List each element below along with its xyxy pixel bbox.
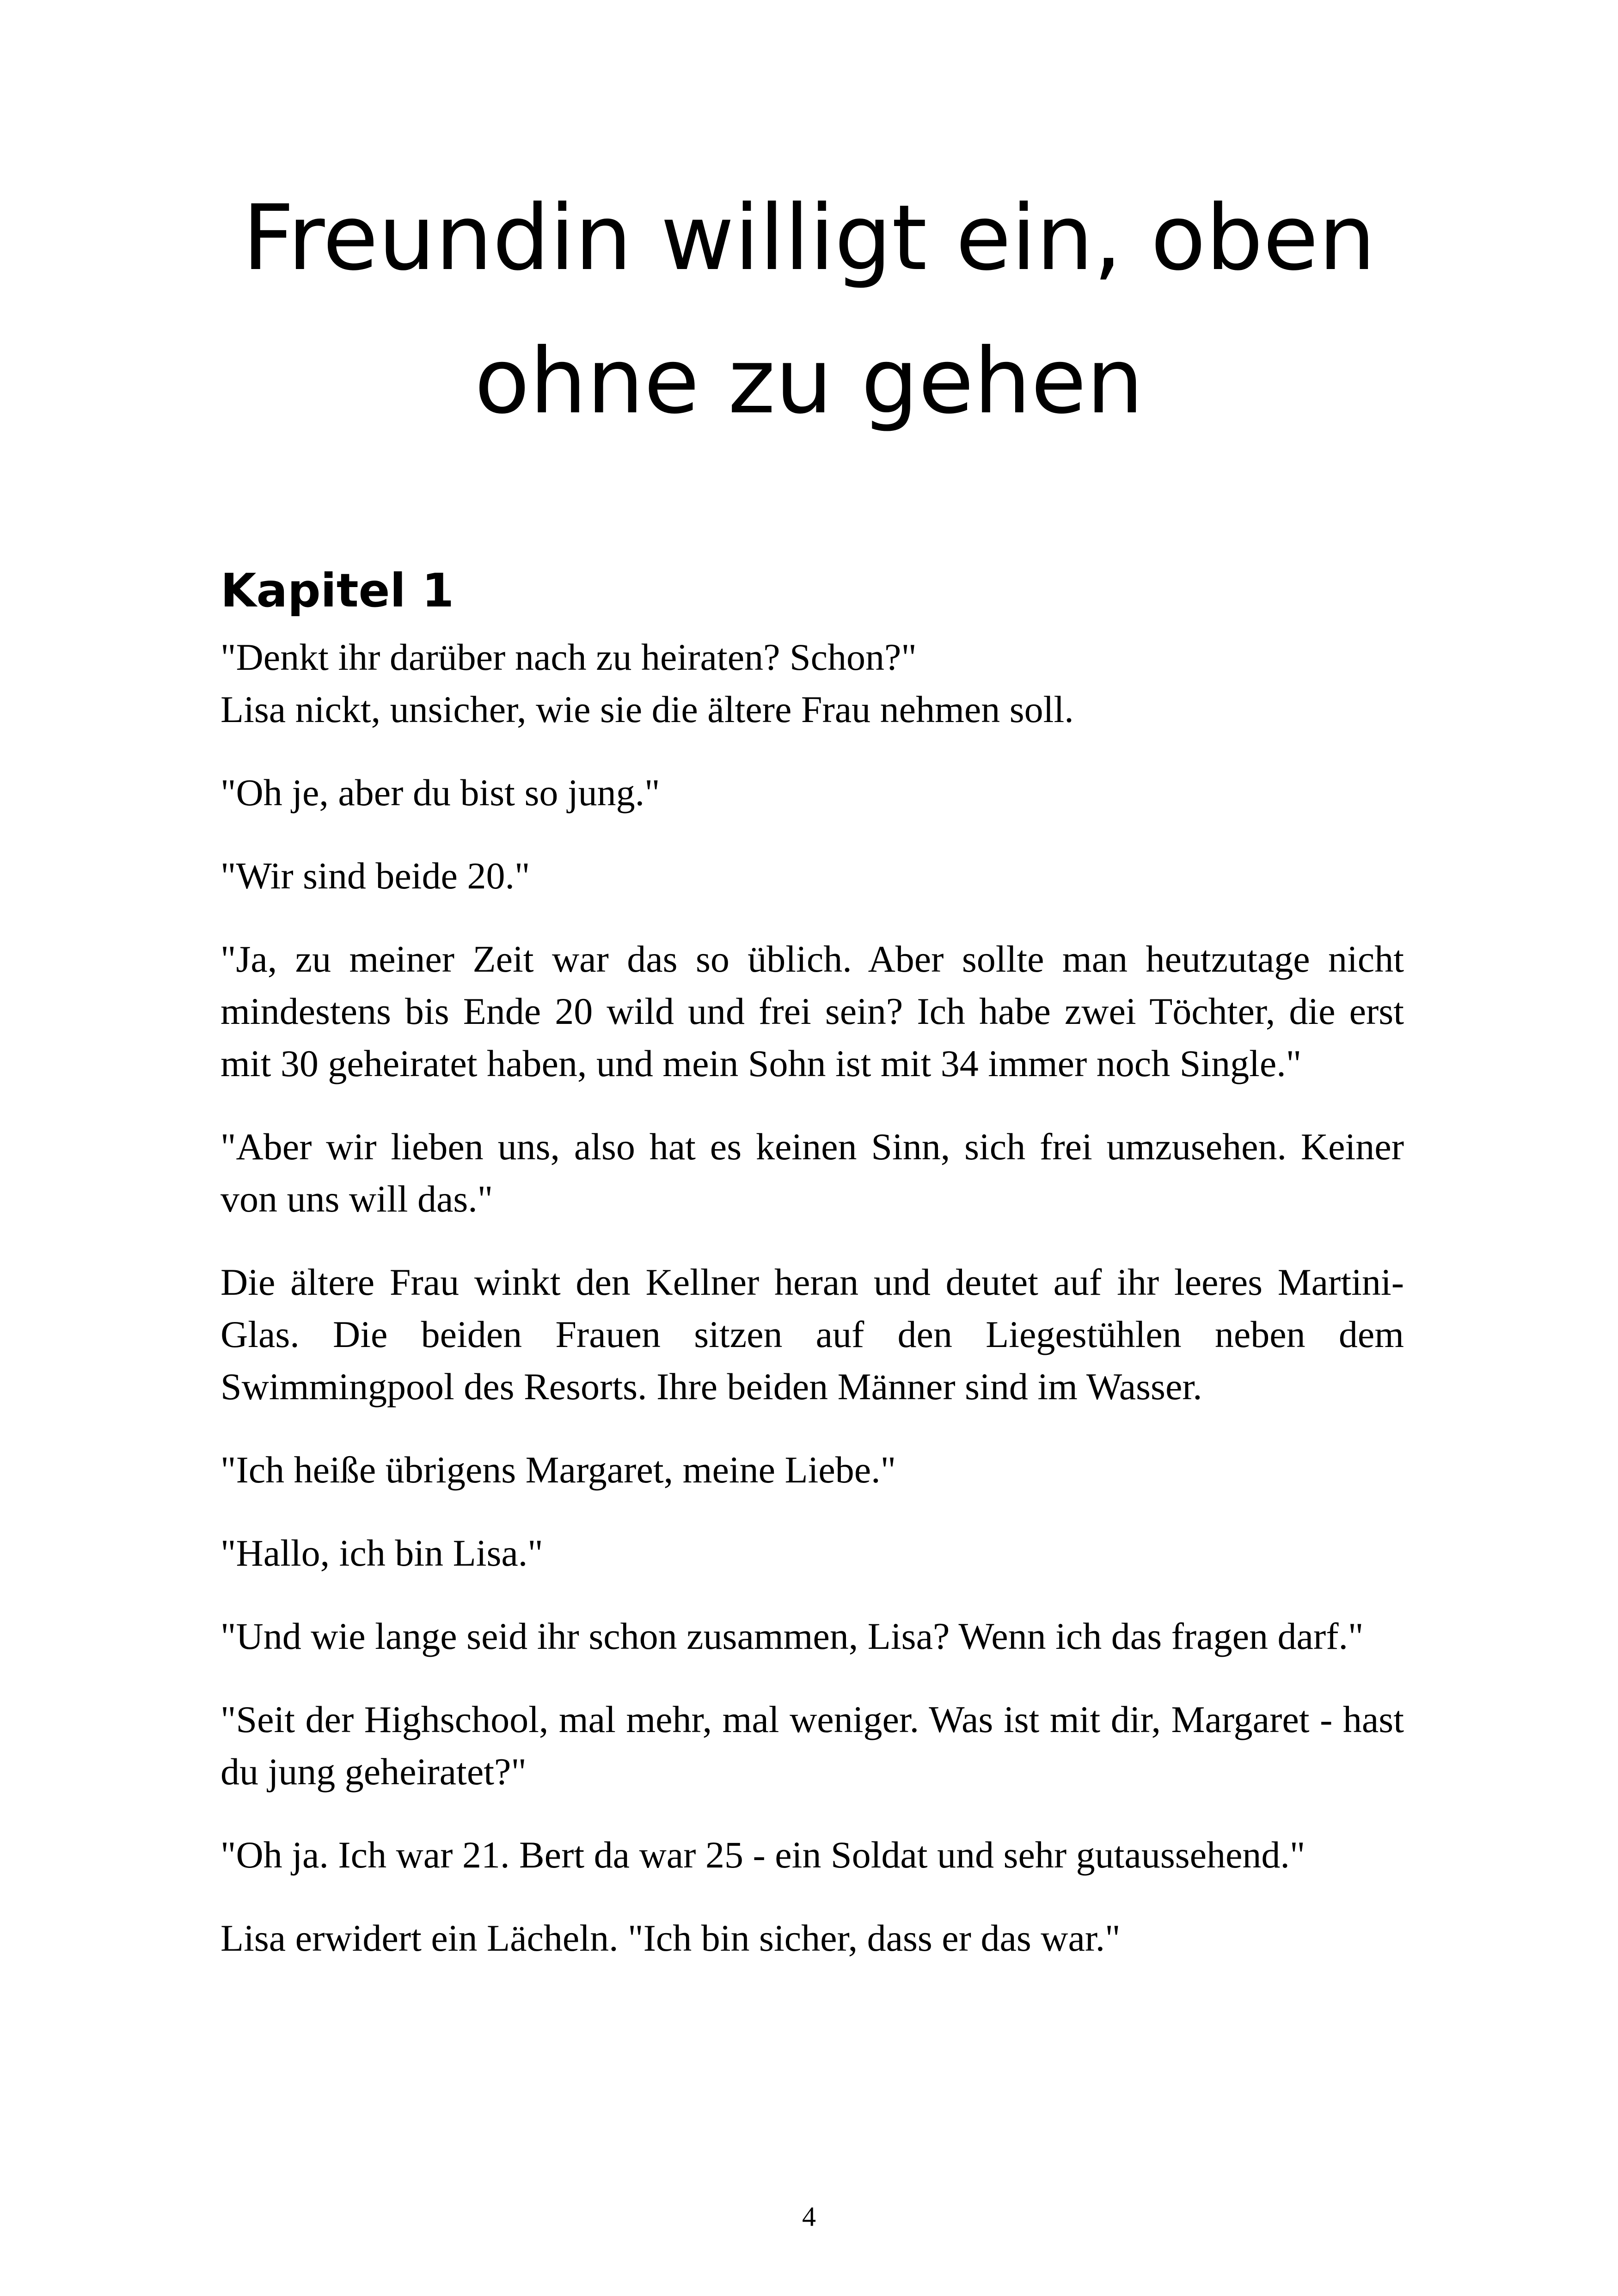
paragraph-11: Lisa erwidert ein Lächeln. "Ich bin sicher, dass er das war." — [221, 1917, 1121, 1959]
paragraph-4: "Aber wir lieben uns, also hat es keinen Sinn, sich frei umzusehen. Keiner von uns will das." — [221, 1126, 1404, 1220]
paragraph-7: "Hallo, ich bin Lisa." — [221, 1532, 543, 1574]
opening-line-1: "Denkt ihr darüber nach zu heiraten? Schon?" — [221, 636, 917, 678]
paragraph-3: "Ja, zu meiner Zeit war das so üblich. Aber sollte man heutzutage nicht mindestens bis Ende 20 wild und frei sein? Ich habe zwei Töchter, die erst mit 30 geheiratet haben, und mein Sohn ist mit 34 immer noch Single." — [221, 938, 1404, 1084]
book-title-line-2: ohne zu gehen — [474, 329, 1144, 434]
page-number: 4 — [802, 2201, 816, 2232]
paragraph-8: "Und wie lange seid ihr schon zusammen, Lisa? Wenn ich das fragen darf." — [221, 1615, 1364, 1657]
chapter-body — [221, 631, 1404, 1995]
paragraph-9: "Seit der Highschool, mal mehr, mal weniger. Was ist mit dir, Margaret - hast du jung geheiratet?" — [221, 1698, 1404, 1793]
paragraph-1: "Oh je, aber du bist so jung." — [221, 771, 660, 814]
opening-block — [221, 631, 1404, 735]
paragraph-5: Die ältere Frau winkt den Kellner heran und deutet auf ihr leeres Martini-Glas. Die beiden Frauen sitzen auf den Liegestühlen neben dem Swimmingpool des Resorts. Ihre beiden Männer sind im Wasser. — [221, 1261, 1404, 1408]
chapter-heading: Kapitel 1 — [221, 563, 454, 618]
paragraph-2: "Wir sind beide 20." — [221, 855, 530, 897]
paragraph-10: "Oh ja. Ich war 21. Bert da war 25 - ein Soldat und sehr gutaussehend." — [221, 1834, 1305, 1876]
book-title-line-1: Freundin willigt ein, oben — [242, 185, 1376, 290]
book-title — [139, 166, 1479, 453]
opening-line-2: Lisa nickt, unsicher, wie sie die ältere Frau nehmen soll. — [221, 688, 1074, 730]
paragraph-6: "Ich heiße übrigens Margaret, meine Liebe." — [221, 1449, 896, 1491]
